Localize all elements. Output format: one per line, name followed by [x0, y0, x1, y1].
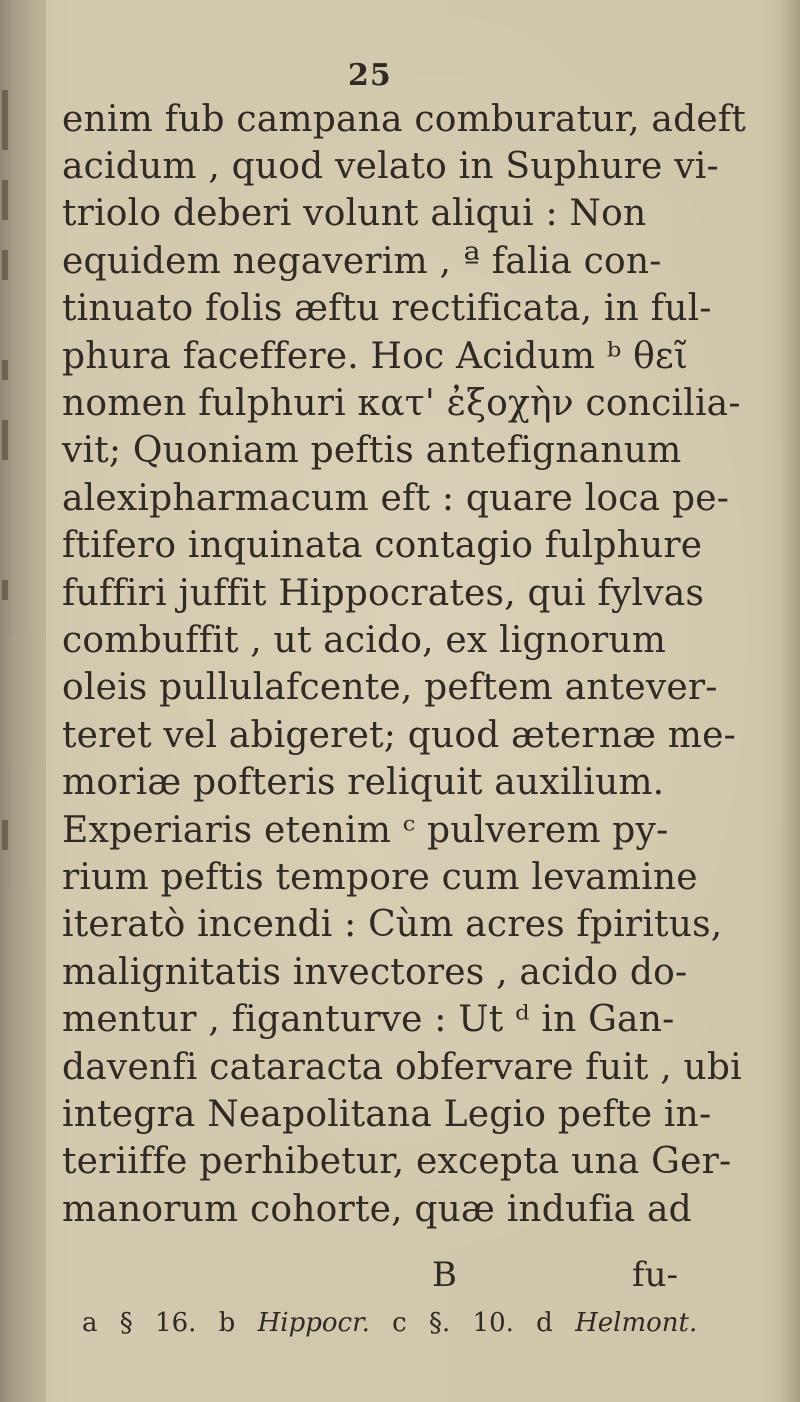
text-line: vit; Quoniam peftis antefignanum: [62, 430, 682, 471]
footnotes: [82, 1308, 697, 1338]
text-line: ftifero inquinata contagio fulphure: [62, 525, 703, 566]
text-line: triolo deberi volunt aliqui : Non: [62, 193, 647, 234]
text-line: phura faceffere. Hoc Acidum ᵇ θεῖ: [62, 336, 689, 377]
text-line: rium peftis tempore cum levamine: [62, 857, 698, 898]
text-line: davenfi cataracta obfervare fuit , ubi: [62, 1047, 742, 1088]
signature-mark: B: [432, 1255, 457, 1295]
text-line: alexipharmacum eft : quare loca pe-: [62, 478, 730, 519]
footnote-d-prefix: d: [536, 1308, 553, 1338]
text-line: acidum , quod velato in Suphure vi-: [62, 146, 719, 187]
text-line: equidem negaverim , ª falia con-: [62, 241, 662, 282]
text-line: fuffiri juffit Hippocrates, qui fylvas: [62, 573, 705, 614]
text-line: enim fub campana comburatur, adeft: [62, 99, 747, 140]
text-line: mentur , figanturve : Ut ᵈ in Gan-: [62, 999, 675, 1040]
text-line: nomen fulphuri κατ' ἐξοχὴν concilia-: [62, 383, 741, 424]
footnote-a: a § 16.: [82, 1308, 197, 1338]
footnote-b-prefix: b: [218, 1308, 236, 1338]
text-line: tinuato folis æftu rectificata, in ful-: [62, 288, 712, 329]
footnote-c: c §. 10.: [392, 1308, 514, 1338]
text-line: iteratò incendi : Cùm acres fpiritus,: [62, 904, 723, 945]
page-number: 25: [348, 58, 392, 93]
text-line: moriæ pofteris reliquit auxilium.: [62, 762, 665, 803]
text-line: manorum cohorte, quæ indufia ad: [62, 1189, 692, 1230]
text-line: oleis pullulafcente, peftem antever-: [62, 667, 718, 708]
text-line: combuffit , ut acido, ex lignorum: [62, 620, 667, 661]
text-line: malignitatis invectores , acido do-: [62, 952, 688, 993]
text-line: teriiffe perhibetur, excepta una Ger-: [62, 1141, 732, 1182]
footnote-b-ref: Hippocr.: [257, 1308, 370, 1338]
footnote-d-ref: Helmont.: [575, 1308, 698, 1338]
text-line: Experiaris etenim ᶜ pulverem py-: [62, 810, 669, 851]
catchword: fu-: [632, 1255, 678, 1295]
text-line: teret vel abigeret; quod æternæ me-: [62, 715, 737, 756]
text-line: integra Neapolitana Legio pefte in-: [62, 1094, 712, 1135]
